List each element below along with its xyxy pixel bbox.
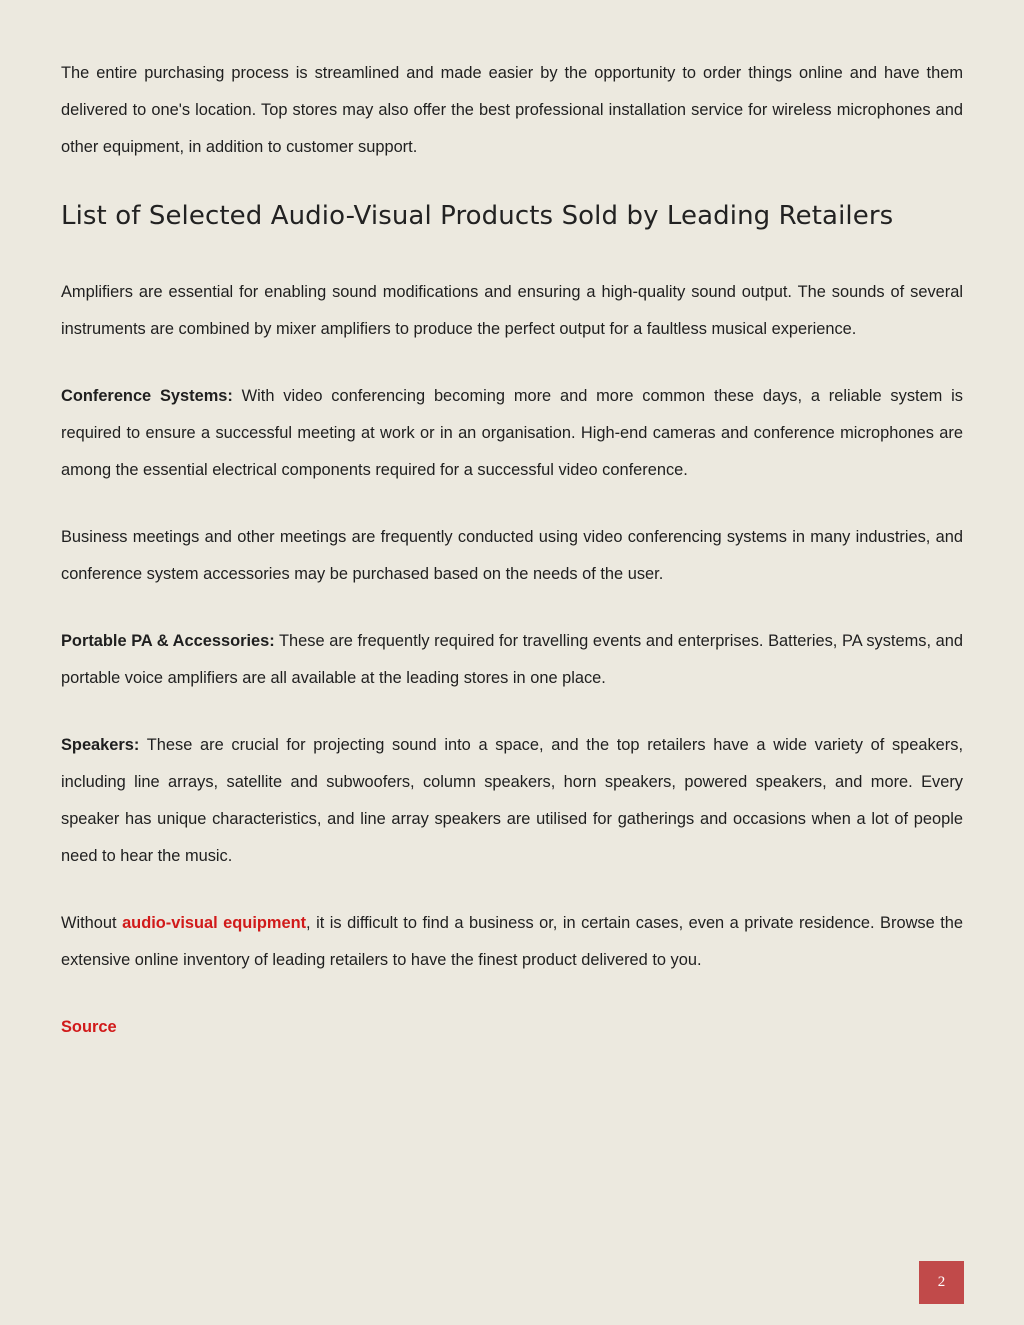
- closing-before: Without: [61, 914, 123, 932]
- closing-paragraph: [61, 905, 963, 979]
- portable-paragraph: [61, 623, 963, 697]
- conference-label: Conference Systems:: [61, 387, 233, 405]
- portable-text: These are frequently required for travelling events and enterprises. Batteries, PA systems, and portable voice amplifiers are all available at the leading stores in one place.: [61, 632, 963, 687]
- conference-paragraph: [61, 378, 963, 489]
- page-number-badge: 2: [919, 1261, 964, 1304]
- document-body: [61, 55, 963, 1046]
- closing-after: , it is difficult to find a business or, in certain cases, even a private residence. Browse the extensive online inventory of leading retailers to have the finest product delivered to you.: [61, 914, 963, 969]
- speakers-paragraph: [61, 727, 963, 875]
- section-heading: List of Selected Audio-Visual Products Sold by Leading Retailers: [61, 201, 894, 231]
- business-paragraph: Business meetings and other meetings are frequently conducted using video conferencing systems in many industries, and conference system accessories may be purchased based on the needs of the user.: [61, 528, 963, 583]
- portable-label: Portable PA & Accessories:: [61, 632, 275, 650]
- amplifiers-paragraph: Amplifiers are essential for enabling sound modifications and ensuring a high-quality sound output. The sounds of several instruments are combined by mixer amplifiers to produce the perfect output for a faultless musical experience.: [61, 283, 963, 338]
- audio-visual-equipment-link[interactable]: audio-visual equipment: [122, 914, 307, 932]
- intro-paragraph: The entire purchasing process is streamlined and made easier by the opportunity to order things online and have them delivered to one's location. Top stores may also offer the best professional installation service for wireless microphones and other equipment, in addition to customer support.: [61, 64, 963, 156]
- source-link[interactable]: Source: [61, 1018, 117, 1036]
- speakers-label: Speakers:: [61, 736, 140, 754]
- speakers-text: These are crucial for projecting sound into a space, and the top retailers have a wide variety of speakers, including line arrays, satellite and subwoofers, column speakers, horn speakers, powered speakers, and more. Every speaker has unique characteristics, and line array speakers are utilised for gatherings and occasions when a lot of people need to hear the music.: [61, 736, 963, 865]
- conference-text: With video conferencing becoming more and more common these days, a reliable system is required to ensure a successful meeting at work or in an organisation. High-end cameras and conference microphones are among the essential electrical components required for a successful video conference.: [61, 387, 963, 479]
